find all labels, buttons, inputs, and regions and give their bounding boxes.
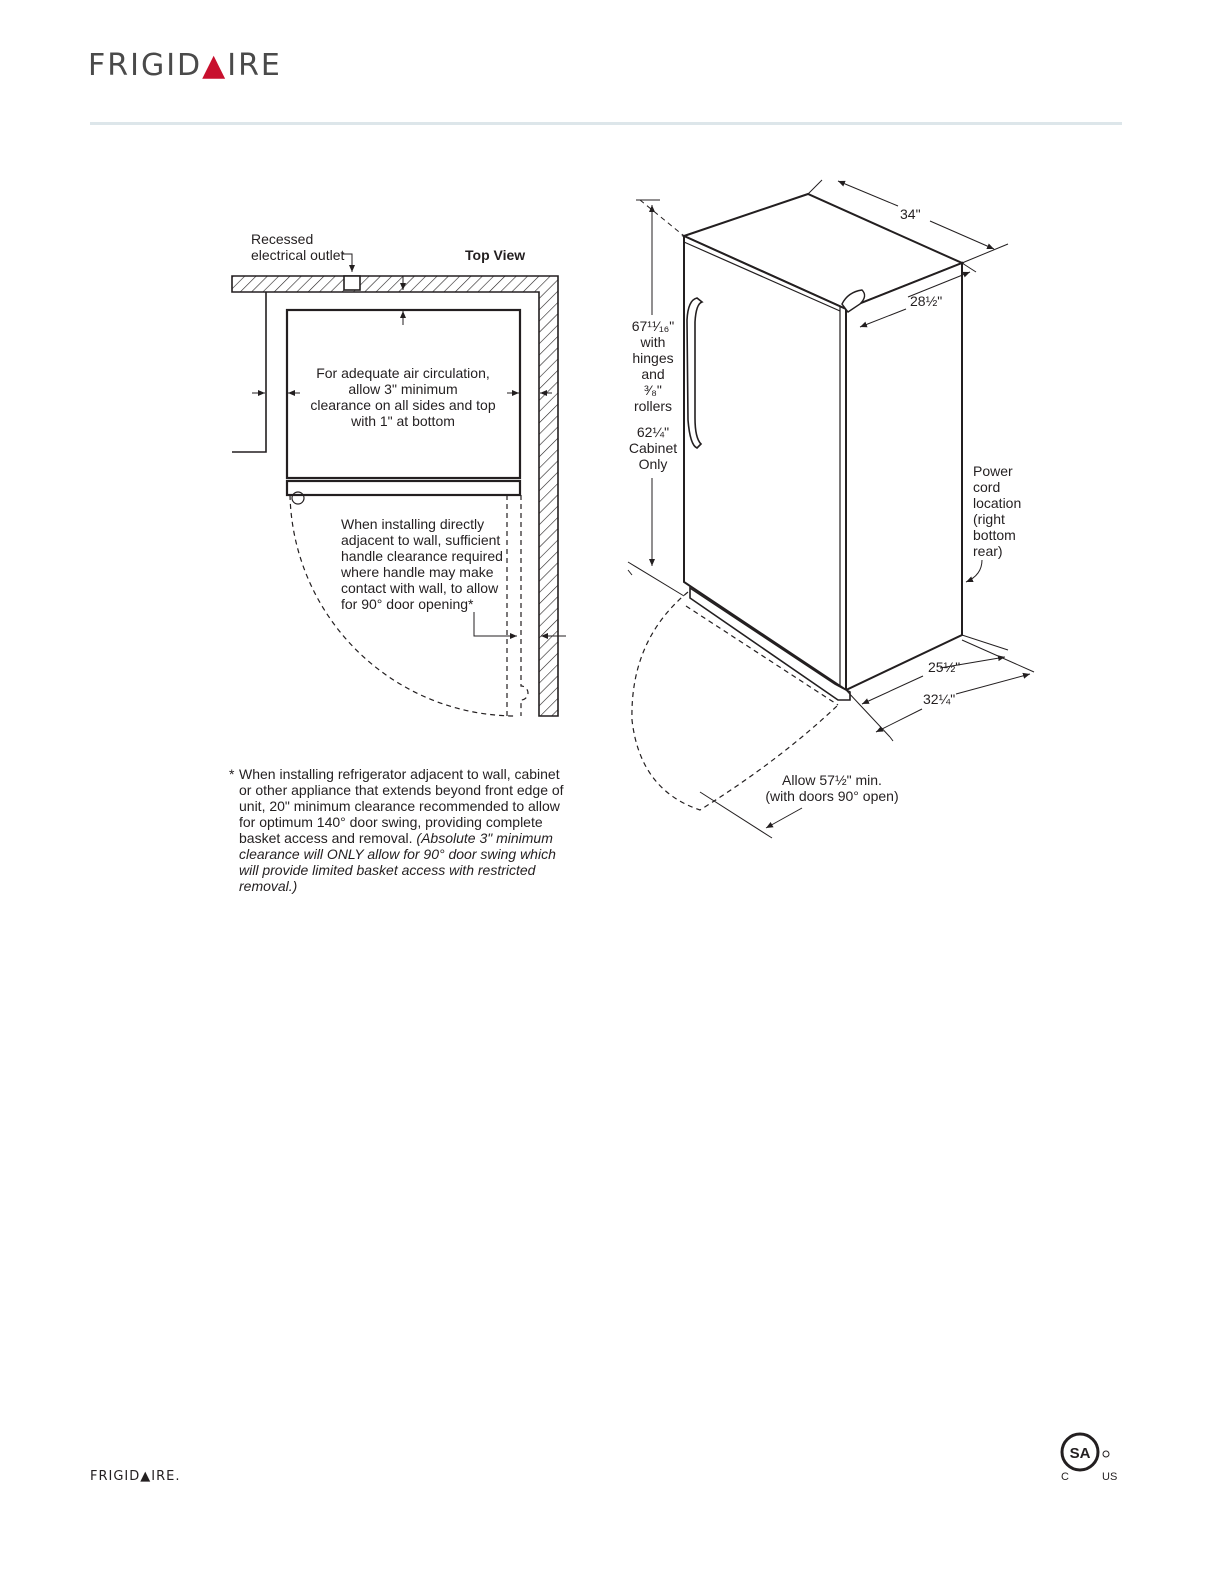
dim-height-cabinet: 62¼" Cabinet Only: [628, 424, 678, 472]
dim-depth-total: 32¼": [923, 691, 956, 707]
clearance-footnote: * When installing refrigerator adjacent to wall, cabinet or other appliance that extends beyond front edge of unit, 20" minimum clearance recommended to allow for optimum 140° door swing, providing complete basket access and removal. (Absolute 3" minimum clearance will ONLY allow for 90° door swing which will provide limited basket access with restricted removal.): [229, 766, 564, 894]
unit-door-top: [287, 481, 520, 495]
door-clearance-label: Allow 57½" min. (with doors 90° open): [765, 772, 899, 804]
dim-depth-cabinet: 25½": [928, 659, 961, 675]
csa-certification-icon: [1058, 1430, 1114, 1474]
top-view-diagram: [232, 254, 566, 716]
wall-adjacent-note: When installing directly adjacent to wall, sufficient handle clearance required where handle may make contact with wall, to allow for 90° door opening*: [341, 516, 503, 612]
dim-height-total: 67¹¹⁄₁₆" with hinges and ³⁄₈" rollers: [631, 318, 675, 414]
frigidaire-logo: FRIGID▲IRE: [88, 48, 282, 83]
air-circulation-note: For adequate air circulation, allow 3" minimum clearance on all sides and top with 1" at bottom: [310, 365, 496, 429]
cert-c-label: C: [1061, 1471, 1069, 1483]
power-cord-label: Power cord location (right bottom rear): [973, 463, 1022, 559]
unit-front-face: [684, 236, 846, 690]
svg-text:SA: SA: [1069, 1445, 1091, 1462]
dim-depth-top: 28½": [910, 293, 943, 309]
brand-triangle-icon: ▲: [202, 48, 228, 83]
cert-us-label: US: [1102, 1471, 1118, 1483]
dim-width-top: 34": [900, 206, 921, 222]
top-view-title: Top View: [465, 247, 526, 263]
iso-view-diagram: [632, 194, 962, 810]
frigidaire-logo-footer: FRIGID▲IRE.: [90, 1469, 181, 1484]
outlet-label: Recessed electrical outlet: [251, 231, 345, 263]
electrical-outlet: [344, 276, 360, 290]
unit-side-face: [846, 263, 962, 690]
brand-triangle-icon: ▲: [140, 1469, 152, 1484]
